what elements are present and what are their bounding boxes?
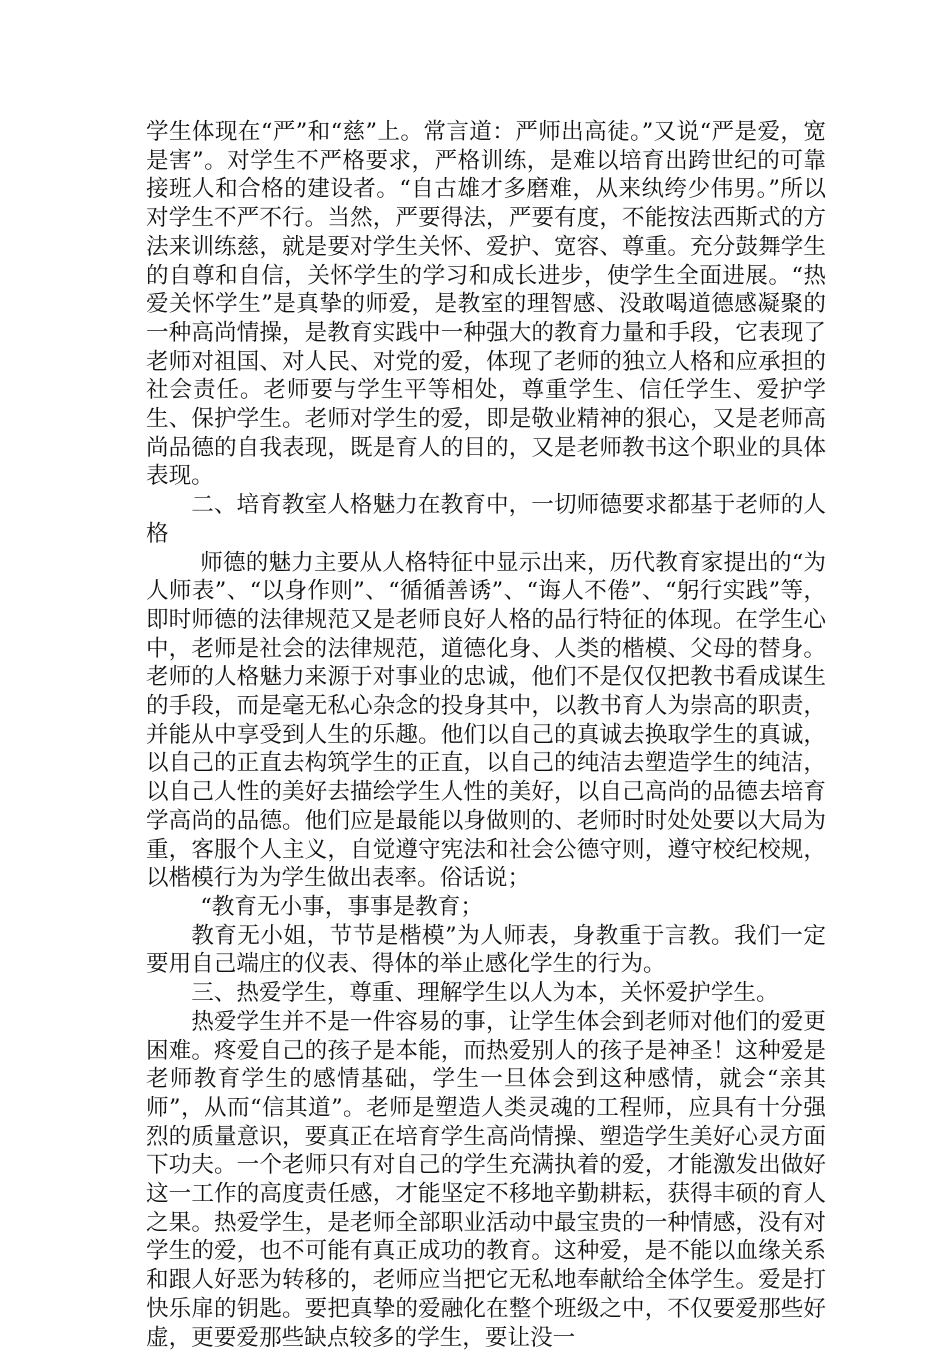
paragraph-role-model: 教育无小姐，节节是楷模”为人师表，身教重于言教。我们一定要用自己端庄的仪表、得体的举止感化学生的行为。 (146, 922, 826, 978)
section-heading-two: 二、培育教室人格魅力在教育中，一切师德要求都基于老师的人格 (146, 492, 826, 547)
quote-line: “教育无小事，事事是教育； (200, 893, 483, 920)
paragraph-strict-and-kind: 学生体现在“严”和“慈”上。常言道：严师出高徒。”又说“严是爱，宽是害”。对学生不严格要求，严格训练，是难以培育出跨世纪的可靠接班人和合格的建设者。“自古雄才多磨难，从来纨绔少伟男。”所以对学生不严不行。当然，严要得法，严要有度，不能按法西斯式的方法来训练慈，就是要对学生关怀、爱护、宽容、尊重。充分鼓舞学生的自尊和自信，关怀学生的学习和成长进步，使学生全面进展。“热爱关怀学生”是真挚的师爱，是教室的理智感、没敢喝道德感凝聚的一种高尚情操，是教育实践中一种强大的教育力量和手段，它表现了老师对祖国、对人民、对党的爱，体现了老师的独立人格和应承担的社会责任。老师要与学生平等相处，尊重学生、信任学生、爱护学生、保护学生。老师对学生的爱，即是敬业精神的狠心，又是老师高尚品德的自我表现，既是育人的目的，又是老师教书这个职业的具体表现。 (146, 119, 826, 490)
paragraph-personality-charm: 师德的魅力主要从人格特征中显示出来，历代教育家提出的“为人师表”、“以身作则”、“循循善诱”、“诲人不倦”、“躬行实践”等，即时师德的法律规范又是老师良好人格的品行特征的体现。在学生心中，老师是社会的法律规范，道德化身、人类的楷模、父母的替身。老师的人格魅力来源于对事业的忠诚，他们不是仅仅把教书看成谋生的手段，而是毫无私心杂念的投身其中，以教书育人为崇高的职责，并能从中享受到人生的乐趣。他们以自己的真诚去换取学生的真诚，以自己的正直去构筑学生的正直，以自己的纯洁去塑造学生的纯洁，以自己人性的美好去描绘学生人性的美好，以自己高尚的品德去培育学高尚的品德。他们应是最能以身做则的、老师时时处处要以大局为重，客服个人主义，自觉遵守宪法和社会公德守则，遵守校纪校规，以楷模行为为学生做出表率。俗话说； (146, 549, 826, 892)
document-body (146, 118, 826, 1352)
paragraph-love-students: 热爱学生并不是一件容易的事，让学生体会到老师对他们的爱更困难。疼爱自己的孩子是本能，而热爱别人的孩子是神圣！这种爱是老师教育学生的感情基础，学生一旦体会到这种感情，就会“亲其师”，从而“信其道”。老师是塑造人类灵魂的工程师，应具有十分强烈的质量意识，要真正在培育学生高尚情操、塑造学生美好心灵方面下功夫。一个老师只有对自己的学生充满执着的爱，才能激发出做好这一工作的高度责任感，才能坚定不移地辛勤耕耘，获得丰硕的育人之果。热爱学生，是老师全部职业活动中最宝贵的一种情感，没有对学生的爱，也不可能有真正成功的教育。这种爱，是不能以血缘关系和跟人好恶为转移的，老师应当把它无私地奉献给全体学生。爱是打快乐扉的钥匙。要把真挚的爱融化在整个班级之中，不仅要爱那些好虚，更要爱那些缺点较多的学生，要让没一 (146, 1008, 826, 1351)
section-heading-three: 三、热爱学生，尊重、理解学生以人为本，关怀爱护学生。 (191, 980, 779, 1007)
